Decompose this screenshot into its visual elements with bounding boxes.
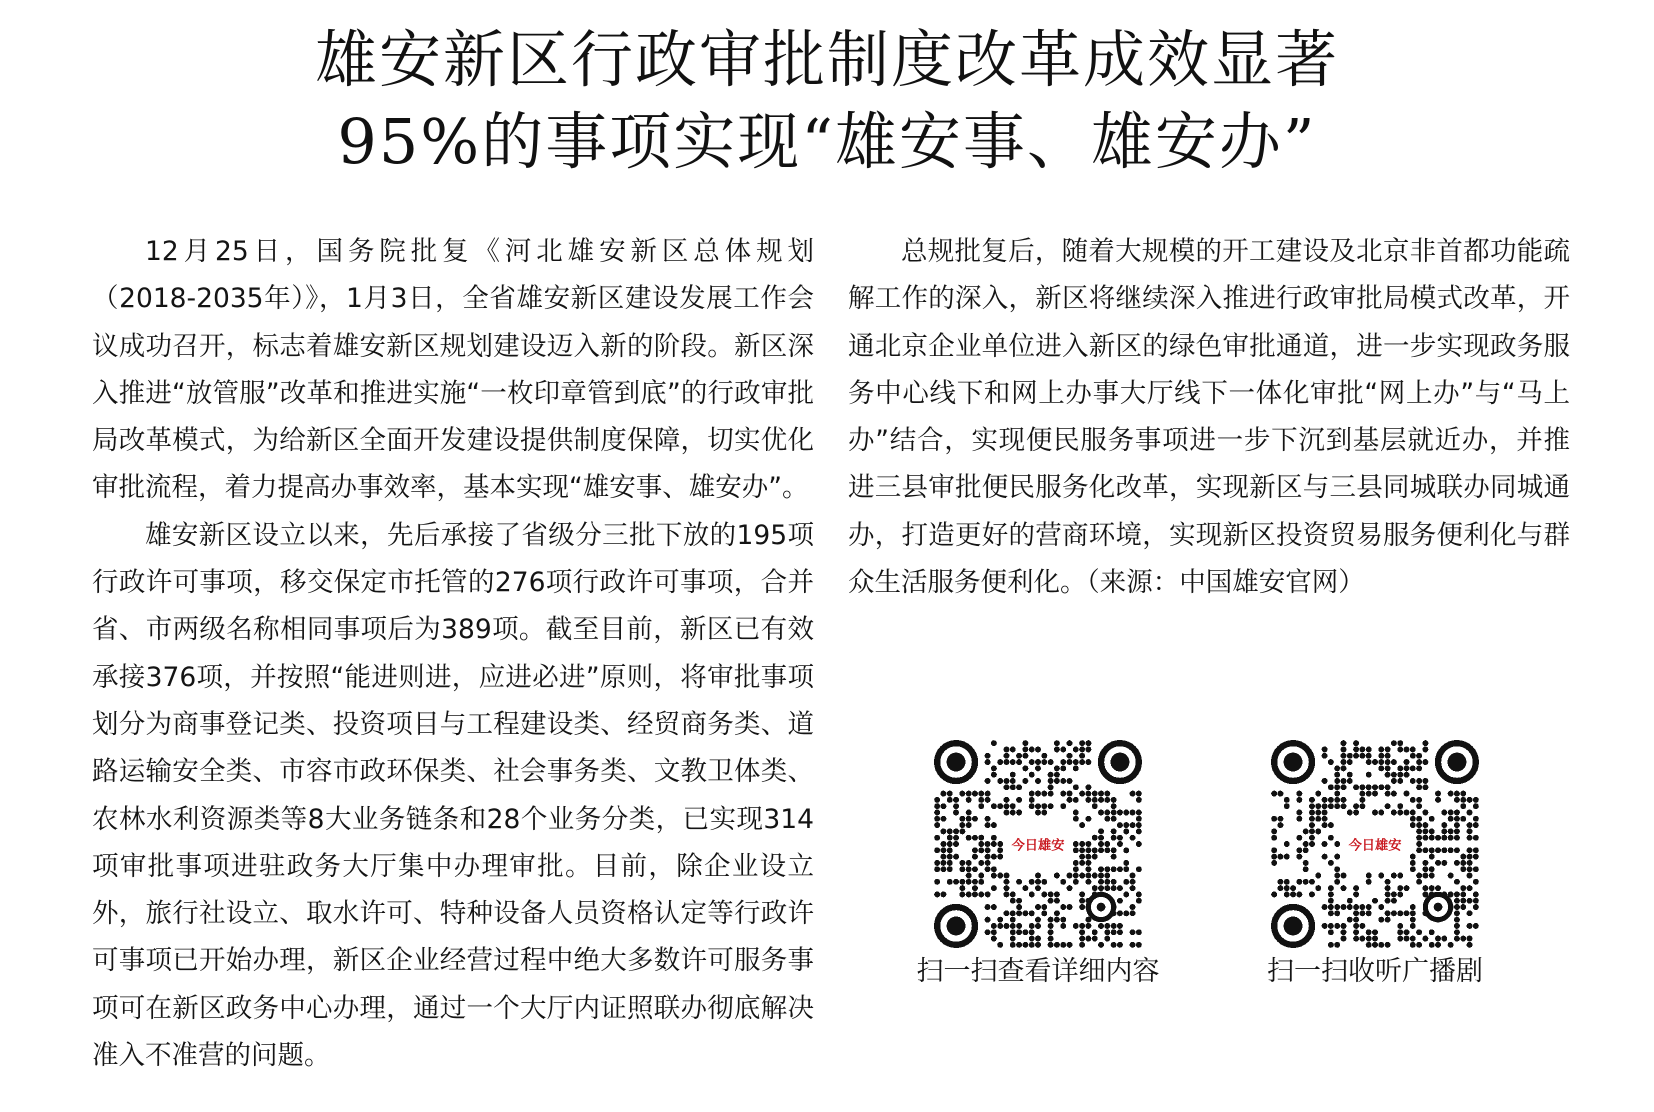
qr-block-radio-drama (1245, 740, 1505, 990)
headline-line-2: 95%的事项实现“雄安事、雄安办” (337, 105, 1317, 178)
article-paragraph: 雄安新区设立以来，先后承接了省级分三批下放的195项行政许可事项，移交保定市托管的276项行政许可事项，合并省、市两级名称相同事项后为389项。截至目前，新区已有效承接376项，并按照“能进则进，应进必进”原则，将审批事项划分为商事登记类、投资项目与工程建设类、经贸商务类、道路运输安全类、市容市政环保类、社会事务类、文教卫体类、农林水利资源类等8大业务链条和28个业务分类，已实现314项审批事项进驻政务大厅集中办理审批。目前，除企业设立外，旅行社设立、取水许可、特种设备人员资格认定等行政许可事项已开始办理，新区企业经营过程中绝大多数许可服务事项可在新区政务中心办理，通过一个大厅内证照联办彻底解决准入不准营的问题。 (92, 519, 814, 1072)
qr-caption: 扫一扫收听广播剧 (1267, 956, 1483, 987)
qr-caption: 扫一扫查看详细内容 (916, 956, 1160, 987)
qr-logo: 今日雄安 (1011, 838, 1065, 854)
article-paragraph: 总规批复后，随着大规模的开工建设及北京非首都功能疏解工作的深入，新区将继续深入推进行政审批局模式改革，开通北京企业单位进入新区的绿色审批通道，进一步实现政务服务中心线下和网上办事大厅线下一体化审批“网上办”与“马上办”结合，实现便民服务事项进一步下沉到基层就近办，并推进三县审批便民服务化改革，实现新区与三县同城联办同城通办，打造更好的营商环境，实现新区投资贸易服务便利化与群众生活服务便利化。（来源：中国雄安官网） (848, 236, 1570, 599)
headline-line-1: 雄安新区行政审批制度改革成效显著 (314, 23, 1339, 96)
article-left-column (92, 228, 814, 1079)
qr-code-icon (1271, 740, 1479, 948)
article-right-column (848, 228, 1570, 606)
qr-code-icon (934, 740, 1142, 948)
article-paragraph: 12月25日，国务院批复《河北雄安新区总体规划（2018-2035年）》，1月3日，全省雄安新区建设发展工作会议成功召开，标志着雄安新区规划建设迈入新的阶段。新区深入推进“放管服”改革和推进实施“一枚印章管到底”的行政审批局改革模式，为给新区全面开发建设提供制度保障，切实优化审批流程，着力提高办事效率，基本实现“雄安事、雄安办”。 (92, 236, 814, 504)
qr-logo: 今日雄安 (1348, 838, 1402, 854)
qr-block-details (908, 740, 1168, 990)
